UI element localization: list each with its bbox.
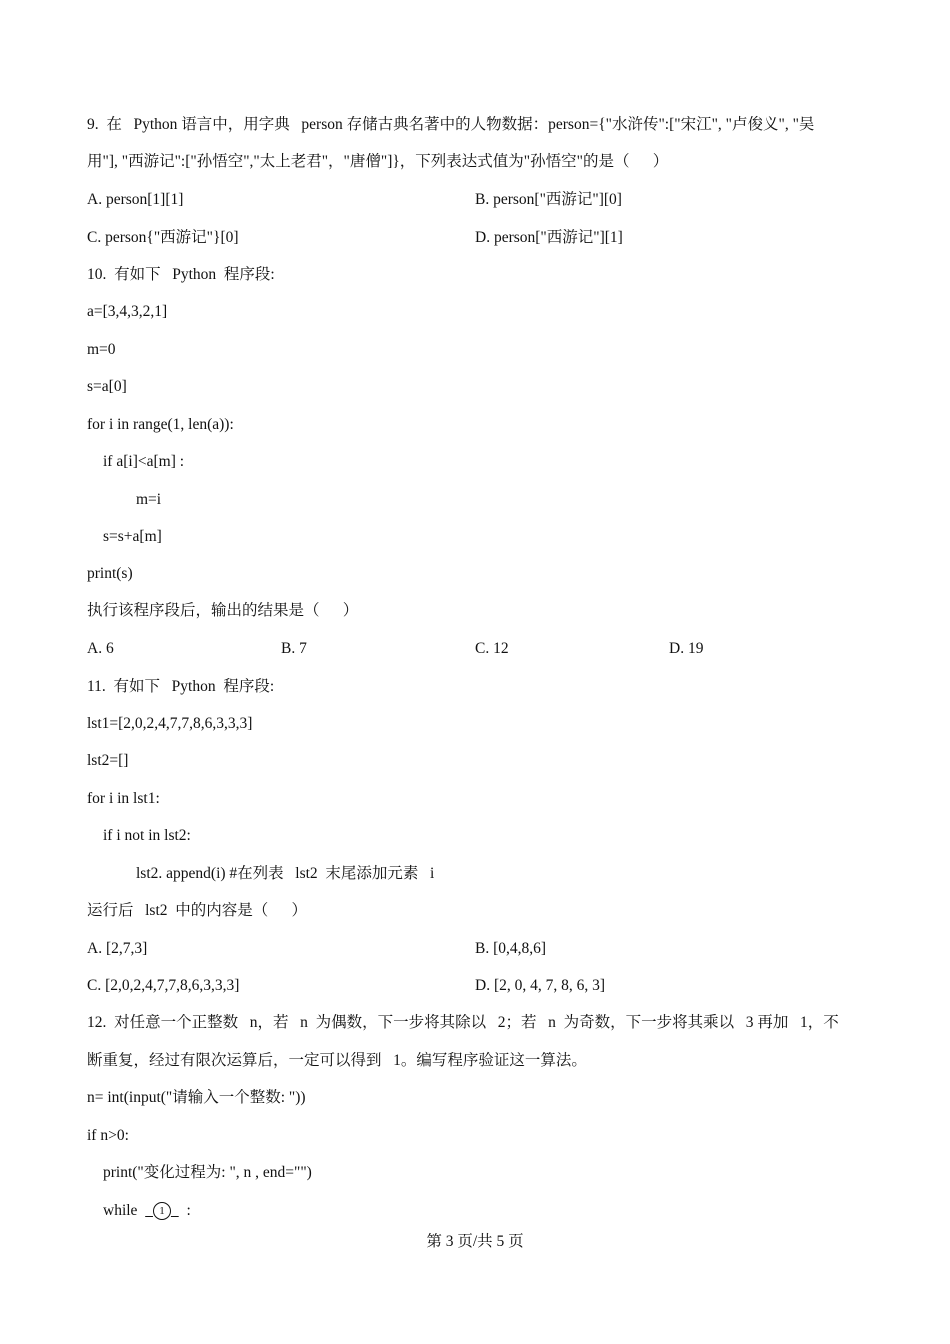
q12-while-line [103,1201,191,1221]
q9-option-a: A. person[1][1] [87,191,184,208]
q12-code-line: if n>0: [87,1127,129,1144]
q9-stem-line1: 9. 在 Python 语言中，用字典 person 存储古典名著中的人物数据：person={"水浒传":["宋江", "卢俊义", "吴 [87,116,815,133]
q11-intro: 11. 有如下 Python 程序段: [87,678,275,695]
q11-option-d: D. [2, 0, 4, 7, 8, 6, 3] [475,977,606,994]
q10-question: 执行该程序段后，输出的结果是（ ） [87,602,359,619]
q10-code-line: m=i [136,491,162,508]
q10-code-line: m=0 [87,341,116,358]
q11-code-line: if i not in lst2: [103,827,191,844]
q11-question: 运行后 lst2 中的内容是（ ） [87,902,308,919]
while-colon: : [178,1202,191,1219]
q12-code-line: n= int(input("请输入一个整数: ")) [87,1089,306,1106]
q10-option-b: B. 7 [281,640,307,657]
q10-option-a: A. 6 [87,640,114,657]
q10-code-line: s=a[0] [87,378,127,395]
q12-code-line: print("变化过程为: ", n , end="") [103,1164,312,1181]
q10-code-line: s=s+a[m] [103,528,162,545]
q9-option-b: B. person["西游记"][0] [475,191,622,208]
q10-code-line: if a[i]<a[m] : [103,453,185,470]
while-keyword: while [103,1202,146,1219]
answer-blank-1 [145,1202,179,1219]
q10-option-d: D. 19 [669,640,704,657]
q11-option-a: A. [2,7,3] [87,940,148,957]
q11-code-line: lst2. append(i) #在列表 lst2 末尾添加元素 i [136,865,435,882]
q9-option-d: D. person["西游记"][1] [475,229,623,246]
q10-code-line: a=[3,4,3,2,1] [87,303,168,320]
q10-intro: 10. 有如下 Python 程序段: [87,266,275,283]
q9-stem-line2: 用"], "西游记":["孙悟空","太上老君"，"唐僧"]}，下列表达式值为"孙悟空"的是（ ） [87,153,669,170]
q12-stem-line1: 12. 对任意一个正整数 n，若 n 为偶数，下一步将其除以 2；若 n 为奇数，下一步将其乘以 3 再加 1，不 [87,1014,839,1031]
q10-code-line: for i in range(1, len(a)): [87,416,234,433]
q12-stem-line2: 断重复，经过有限次运算后，一定可以得到 1。编写程序验证这一算法。 [87,1052,587,1069]
blank-number: 1 [153,1202,171,1220]
page-footer: 第 3 页/共 5 页 [426,1233,524,1250]
q11-option-b: B. [0,4,8,6] [475,940,547,957]
q11-code-line: for i in lst1: [87,790,160,807]
q11-option-c: C. [2,0,2,4,7,7,8,6,3,3,3] [87,977,240,994]
q11-code-line: lst1=[2,0,2,4,7,7,8,6,3,3,3] [87,715,253,732]
q10-code-line: print(s) [87,565,133,582]
q10-option-c: C. 12 [475,640,509,657]
q11-code-line: lst2=[] [87,752,129,769]
q9-option-c: C. person{"西游记"}[0] [87,229,239,246]
